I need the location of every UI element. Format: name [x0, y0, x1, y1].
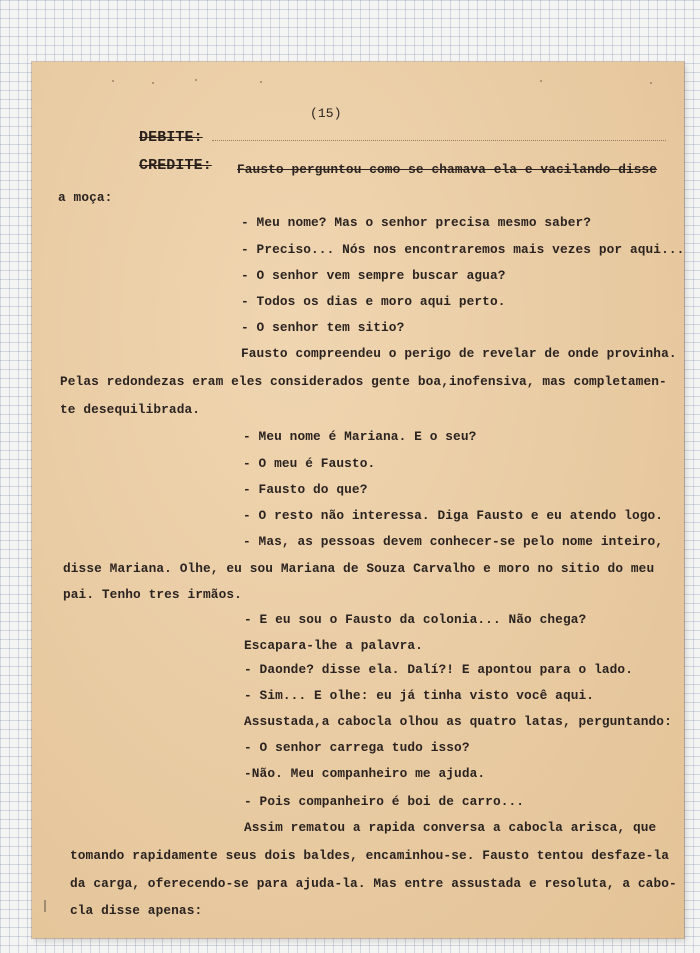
dialogue-line: - Meu nome? Mas o senhor precisa mesmo saber?: [241, 215, 592, 230]
margin-mark: [44, 900, 46, 912]
text-line: Pelas redondezas eram eles considerados gente boa,inofensiva, mas completamen-: [60, 374, 667, 389]
text-line: pai. Tenho tres irmãos.: [63, 587, 242, 602]
paper-speck: [195, 79, 197, 81]
dialogue-line: - Sim... E olhe: eu já tinha visto você aqui.: [244, 688, 595, 703]
dialogue-line: - O resto não interessa. Diga Fausto e eu atendo logo.: [243, 508, 664, 523]
paper-speck: [152, 82, 154, 84]
debite-heading: DEBITE:: [139, 129, 203, 146]
dialogue-line: - Mas, as pessoas devem conhecer-se pelo nome inteiro,: [243, 534, 664, 549]
dialogue-line: - Daonde? disse ela. Dalí?! E apontou para o lado.: [244, 662, 633, 677]
text-line: Assustada,a cabocla olhou as quatro latas, perguntando:: [244, 714, 672, 729]
credite-heading: CREDITE:: [139, 157, 212, 174]
dialogue-line: - Fausto do que?: [243, 482, 368, 497]
paper-speck: [650, 82, 652, 84]
page-number: (15): [310, 106, 342, 121]
dialogue-line: - Pois companheiro é boi de carro...: [244, 794, 525, 809]
dialogue-line: - E eu sou o Fausto da colonia... Não chega?: [244, 612, 587, 627]
text-line: disse Mariana. Olhe, eu sou Mariana de Souza Carvalho e moro no sitio do meu: [63, 561, 655, 576]
dialogue-line: - Preciso... Nós nos encontraremos mais vezes por aqui...: [241, 242, 685, 257]
text-line: Fausto perguntou como se chamava ela e vacilando disse: [237, 162, 658, 177]
text-line: te desequilibrada.: [60, 402, 201, 417]
paper-speck: [540, 80, 542, 82]
text-line: a moça:: [58, 190, 113, 205]
dialogue-line: - O senhor carrega tudo isso?: [244, 740, 470, 755]
dialogue-line: - O meu é Fausto.: [243, 456, 376, 471]
dialogue-line: - O senhor vem sempre buscar agua?: [241, 268, 506, 283]
dialogue-line: - Meu nome é Mariana. E o seu?: [243, 429, 477, 444]
text-line: tomando rapidamente seus dois baldes, encaminhou-se. Fausto tentou desfaze-la: [70, 848, 670, 863]
dialogue-line: -Não. Meu companheiro me ajuda.: [244, 766, 486, 781]
dialogue-line: - O senhor tem sitio?: [241, 320, 405, 335]
debite-rule: [212, 140, 666, 141]
paper-speck: [260, 81, 262, 83]
text-line: da carga, oferecendo-se para ajuda-la. Mas entre assustada e resoluta, a cabo-: [70, 876, 677, 891]
text-line: Fausto compreendeu o perigo de revelar de onde provinha.: [241, 346, 677, 361]
text-line: Assim rematou a rapida conversa a cabocla arisca, que: [244, 820, 657, 835]
text-line: Escapara-lhe a palavra.: [244, 638, 423, 653]
dialogue-line: - Todos os dias e moro aqui perto.: [241, 294, 506, 309]
paper-speck: [112, 80, 114, 82]
text-line: cla disse apenas:: [70, 903, 203, 918]
